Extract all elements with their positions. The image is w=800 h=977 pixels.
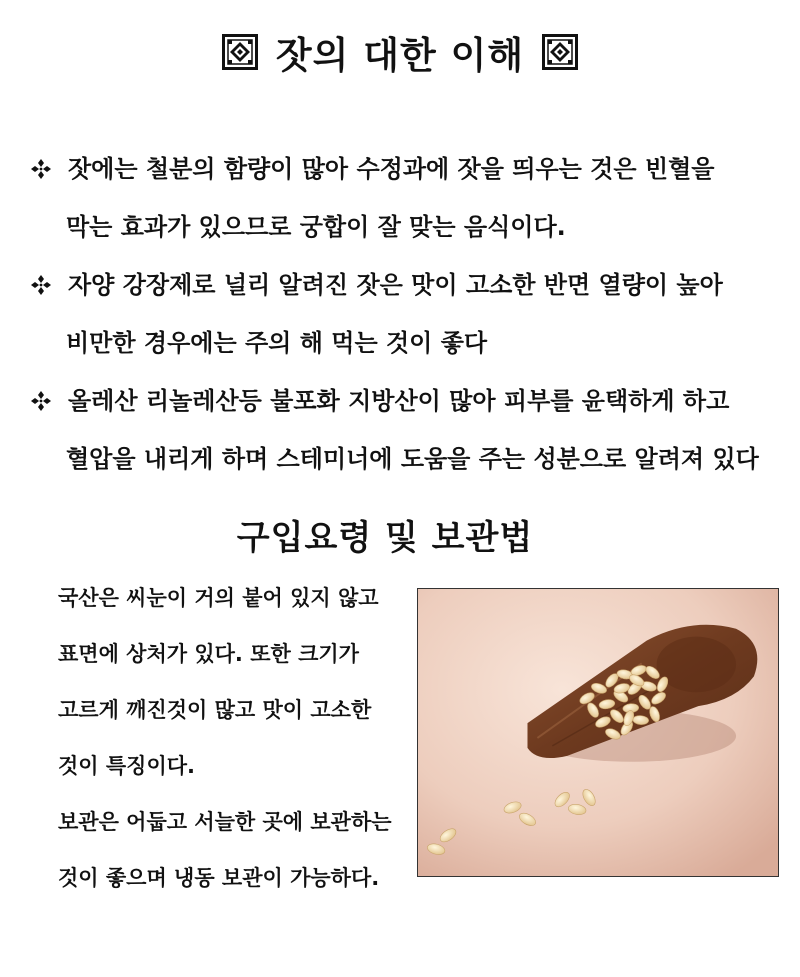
bullet-text: 올레산 리놀레산등 불포화 지방산이 많아 피부를 윤택하게 하고 <box>68 387 730 415</box>
purchase-line: 고르게 깨진것이 많고 맛이 고소한 <box>58 698 372 722</box>
bullet-icon <box>30 274 52 296</box>
right-ornament-icon <box>542 34 578 70</box>
bullet-list <box>28 140 788 488</box>
pine-nuts-illustration <box>418 589 778 876</box>
purchase-line: 것이 특징이다. <box>58 754 196 778</box>
left-ornament-icon <box>222 34 258 70</box>
title-row <box>0 22 800 82</box>
bullet-continuation <box>28 198 788 256</box>
bullet-icon <box>30 390 52 412</box>
purchase-line: 것이 좋으며 냉동 보관이 가능하다. <box>58 866 380 890</box>
section-title: 구입요령 및 보관법 <box>236 518 534 558</box>
bullet-text: 비만한 경우에는 주의 해 먹는 것이 좋다 <box>66 329 488 357</box>
bullet-item-1 <box>28 140 788 198</box>
purchase-text-block <box>58 570 428 906</box>
bullet-text: 자양 강장제로 널리 알려진 잣은 맛이 고소한 반면 열량이 높아 <box>68 271 723 299</box>
purchase-line: 국산은 씨눈이 거의 붙어 있지 않고 <box>58 586 379 610</box>
bullet-icon <box>30 158 52 180</box>
bullet-text: 혈압을 내리게 하며 스테미너에 도움을 주는 성분으로 알려져 있다 <box>66 445 759 473</box>
page-title: 잣의 대한 이해 <box>275 34 525 77</box>
purchase-line: 표면에 상처가 있다. 또한 크기가 <box>58 642 359 666</box>
pine-nuts-photo <box>417 588 779 877</box>
bullet-continuation <box>28 430 788 488</box>
bullet-continuation <box>28 314 788 372</box>
bullet-text: 잣에는 철분의 함량이 많아 수정과에 잣을 띄우는 것은 빈혈을 <box>68 155 715 183</box>
bullet-text: 막는 효과가 있으므로 궁합이 잘 맞는 음식이다. <box>66 213 566 241</box>
bullet-item-3 <box>28 372 788 430</box>
bullet-item-2 <box>28 256 788 314</box>
purchase-line: 보관은 어둡고 서늘한 곳에 보관하는 <box>58 810 392 834</box>
